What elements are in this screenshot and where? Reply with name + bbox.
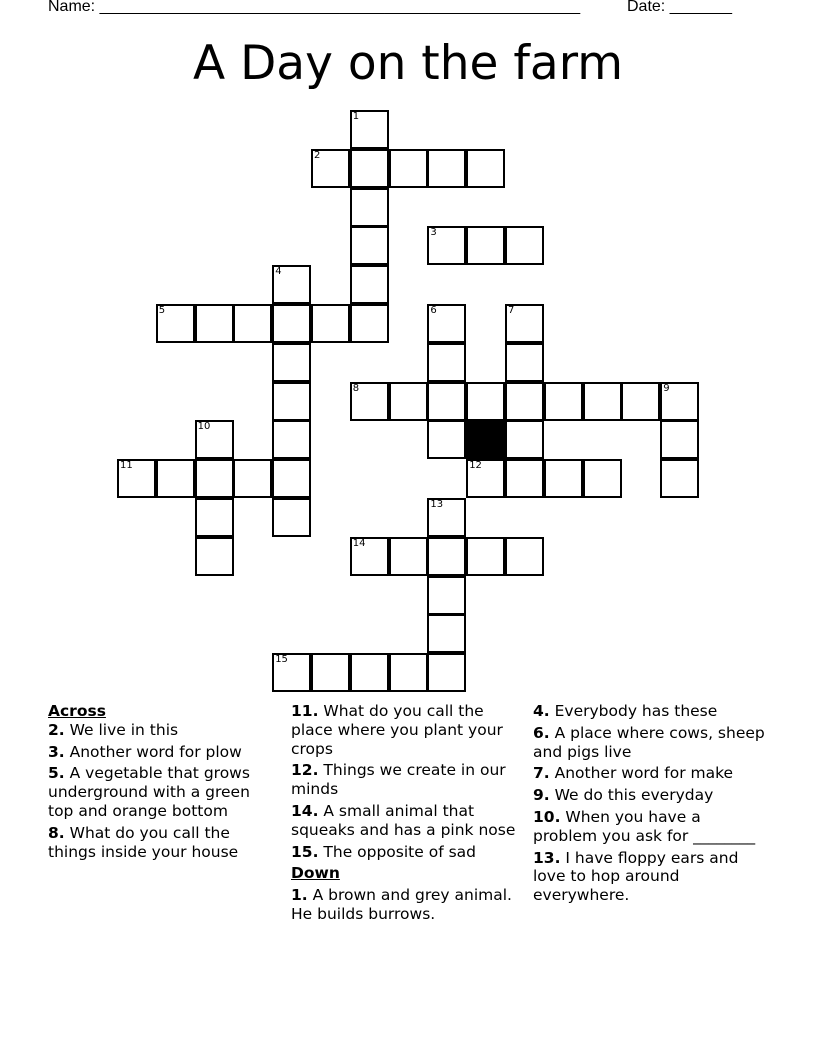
- page-title: A Day on the farm: [192, 36, 624, 91]
- crossword-cell[interactable]: [427, 576, 466, 615]
- crossword-cell[interactable]: [427, 149, 466, 188]
- clue-column-1: [48, 702, 276, 861]
- crossword-cell[interactable]: [660, 420, 699, 459]
- crossword-cell[interactable]: [272, 420, 311, 459]
- crossword-cell[interactable]: [389, 149, 428, 188]
- across-clue: 12. Things we create in our minds: [291, 761, 506, 799]
- crossword-cell[interactable]: [272, 304, 311, 343]
- crossword-cell[interactable]: [466, 537, 505, 576]
- down-clue: 4. Everybody has these: [533, 702, 718, 720]
- crossword-cell[interactable]: [427, 653, 466, 692]
- crossword-cell[interactable]: [272, 459, 311, 498]
- clue-number: 9: [663, 382, 670, 394]
- down-heading: Down: [291, 864, 340, 883]
- crossword-cell[interactable]: [427, 382, 466, 421]
- crossword-cell[interactable]: [272, 265, 311, 304]
- date-field-label: Date: _______: [627, 0, 732, 15]
- clue-number: 4: [275, 266, 282, 278]
- across-clue: 11. What do you call the place where you plant your crops: [291, 702, 503, 758]
- crossword-cell[interactable]: [156, 459, 195, 498]
- clue-number: 12: [469, 460, 482, 472]
- crossword-cell[interactable]: [272, 382, 311, 421]
- crossword-cell[interactable]: [505, 382, 544, 421]
- clue-number: 6: [430, 305, 437, 316]
- crossword-cell[interactable]: [660, 382, 699, 421]
- clue-number: 2: [314, 149, 321, 161]
- crossword-cell[interactable]: [350, 382, 389, 421]
- crossword-cell[interactable]: [311, 149, 350, 188]
- crossword-cell[interactable]: [466, 226, 505, 265]
- clue-column-3: [533, 702, 769, 905]
- crossword-cell[interactable]: [389, 537, 428, 576]
- crossword-cell[interactable]: [466, 382, 505, 421]
- crossword-black-cell: [466, 420, 505, 459]
- crossword-cell[interactable]: [195, 459, 234, 498]
- crossword-cell[interactable]: [350, 265, 389, 304]
- clue-number: 11: [120, 460, 133, 472]
- crossword-cell[interactable]: [505, 226, 544, 265]
- crossword-cell[interactable]: [583, 382, 622, 421]
- crossword-cell[interactable]: [311, 304, 350, 343]
- crossword-cell[interactable]: [233, 459, 272, 498]
- clue-number: 5: [158, 305, 166, 316]
- clue-number: 7: [508, 305, 515, 316]
- crossword-cell[interactable]: [544, 459, 583, 498]
- clue-number: 3: [430, 227, 437, 239]
- crossword-cell[interactable]: [389, 382, 428, 421]
- crossword-cell[interactable]: [427, 498, 466, 537]
- crossword-cell[interactable]: [195, 304, 234, 343]
- crossword-cell[interactable]: [389, 653, 428, 692]
- crossword-cell[interactable]: [505, 420, 544, 459]
- crossword-cell[interactable]: [350, 149, 389, 188]
- across-clue: 14. A small animal that squeaks and has a pink nose: [291, 801, 516, 839]
- down-clue: 10. When you have a problem you ask for ________: [533, 807, 756, 845]
- crossword-cell[interactable]: [621, 382, 660, 421]
- down-clue: 1. A brown and grey animal. He builds burrows.: [291, 886, 512, 923]
- clue-number: 15: [275, 654, 288, 666]
- crossword-cell[interactable]: [544, 382, 583, 421]
- across-clue: 5. A vegetable that grows underground with a green top and orange bottom: [48, 764, 250, 820]
- crossword-cell[interactable]: [195, 537, 234, 576]
- crossword-cell[interactable]: [505, 304, 544, 343]
- down-clue: 6. A place where cows, sheep and pigs live: [533, 723, 765, 761]
- crossword-cell[interactable]: [233, 304, 272, 343]
- across-clue: 2. We live in this: [48, 720, 179, 739]
- crossword-cell[interactable]: [272, 343, 311, 382]
- crossword-cell[interactable]: [311, 653, 350, 692]
- crossword-cell[interactable]: [427, 226, 466, 265]
- crossword-cell[interactable]: [272, 653, 311, 692]
- crossword-cell[interactable]: [350, 188, 389, 227]
- crossword-cell[interactable]: [195, 498, 234, 537]
- crossword-cell[interactable]: [350, 110, 389, 149]
- crossword-cell[interactable]: [195, 420, 234, 459]
- name-field-label: Name: ______________________________________________________: [48, 0, 581, 15]
- crossword-cell[interactable]: [505, 343, 544, 382]
- crossword-cell[interactable]: [660, 459, 699, 498]
- crossword-cell[interactable]: [350, 304, 389, 343]
- crossword-cell[interactable]: [427, 420, 466, 459]
- crossword-cell[interactable]: [505, 459, 544, 498]
- crossword-cell[interactable]: [427, 614, 466, 653]
- crossword-cell[interactable]: [466, 149, 505, 188]
- clue-number: 1: [352, 111, 360, 122]
- crossword-cell[interactable]: [505, 537, 544, 576]
- clue-column-2: [291, 702, 527, 924]
- crossword-cell[interactable]: [427, 343, 466, 382]
- across-clue: 15. The opposite of sad: [291, 842, 476, 861]
- crossword-cell[interactable]: [156, 304, 195, 343]
- crossword-cell[interactable]: [117, 459, 156, 498]
- crossword-cell[interactable]: [350, 226, 389, 265]
- crossword-cell[interactable]: [350, 653, 389, 692]
- crossword-cell[interactable]: [272, 498, 311, 537]
- crossword-cell[interactable]: [427, 537, 466, 576]
- clue-number: 13: [430, 499, 444, 510]
- down-clue: 13. I have floppy ears and love to hop around everywhere.: [533, 848, 739, 905]
- clue-number: 14: [352, 537, 366, 549]
- across-heading: Across: [48, 702, 106, 720]
- crossword-cell[interactable]: [350, 537, 389, 576]
- across-clue: 3. Another word for plow: [48, 742, 242, 761]
- clue-number: 8: [352, 382, 360, 394]
- across-clue: 8. What do you call the things inside your house: [48, 823, 239, 861]
- clue-number: 10: [197, 421, 211, 433]
- down-clue: 9. We do this everyday: [533, 786, 714, 805]
- crossword-cell[interactable]: [427, 304, 466, 343]
- crossword-cell[interactable]: [466, 459, 505, 498]
- crossword-cell[interactable]: [583, 459, 622, 498]
- down-clue: 7. Another word for make: [533, 764, 734, 783]
